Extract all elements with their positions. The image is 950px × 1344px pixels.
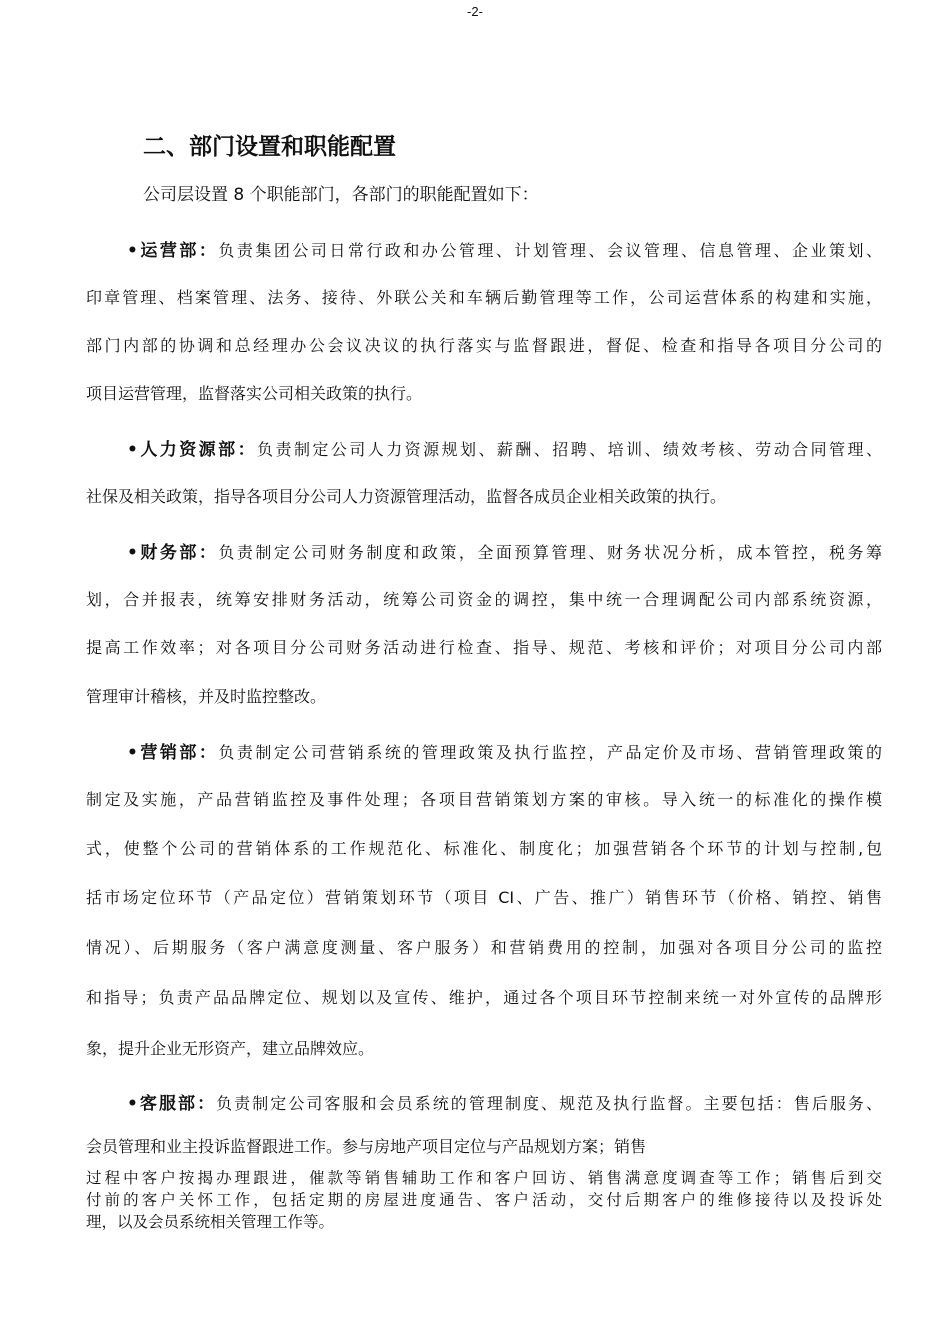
dept-finance-line-2: 划，合并报表，统筹安排财务活动，统筹公司资金的调控，集中统一合理调配公司内部系统资源， bbox=[86, 590, 882, 609]
dept-finance-line-4: 管理审计稽核，并及时监控整改。 bbox=[86, 687, 327, 706]
section-title: 二、部门设置和职能配置 bbox=[143, 134, 396, 160]
dept-service-line-4: 付前的客户关怀工作，包括定期的房屋进度通告、客户活动，交付后期客户的维修接待以及投诉处 bbox=[86, 1191, 882, 1209]
dept-hr-name: •人力资源部： bbox=[127, 440, 258, 460]
dept-marketing-line-1: •营销部：负责制定公司营销系统的管理政策及执行监控，产品定价及市场、营销管理政策的 bbox=[127, 743, 882, 763]
dept-marketing-line-4: 括市场定位环节（产品定位）营销策划环节（项目 CI、广告、推广）销售环节（价格、销控、销售 bbox=[86, 888, 882, 907]
dept-marketing-line-2: 制定及实施，产品营销监控及事件处理；各项目营销策划方案的审核。导入统一的标准化的操作模 bbox=[86, 790, 882, 809]
dept-finance-name: •财务部： bbox=[127, 543, 219, 563]
page-number: -2- bbox=[467, 4, 483, 19]
dept-marketing-line-7: 象，提升企业无形资产，建立品牌效应。 bbox=[86, 1039, 375, 1058]
dept-operations-line-1: •运营部：负责集团公司日常行政和办公管理、计划管理、会议管理、信息管理、企业策划、 bbox=[127, 241, 882, 261]
dept-operations-line-3: 部门内部的协调和总经理办公会议决议的执行落实与监督跟进，督促、检查和指导各项目分公司的 bbox=[86, 336, 882, 355]
dept-hr-line-1: •人力资源部：负责制定公司人力资源规划、薪酬、招聘、培训、绩效考核、劳动合同管理、 bbox=[127, 440, 882, 460]
intro-paragraph: 公司层设置 8 个职能部门，各部门的职能配置如下： bbox=[143, 185, 539, 205]
dept-marketing-line-6: 和指导；负责产品品牌定位、规划以及宣传、维护，通过各个项目环节控制来统一对外宣传的品牌形 bbox=[86, 988, 882, 1007]
dept-service-line-3: 过程中客户按揭办理跟进，催款等销售辅助工作和客户回访、销售满意度调查等工作；销售后到交 bbox=[86, 1169, 882, 1187]
dept-operations-line-2: 印章管理、档案管理、法务、接待、外联公关和车辆后勤管理等工作，公司运营体系的构建和实施， bbox=[86, 288, 882, 307]
dept-finance-line-1: •财务部：负责制定公司财务制度和政策，全面预算管理、财务状况分析，成本管控，税务筹 bbox=[127, 543, 882, 563]
dept-service-line-1: •客服部：负责制定公司客服和会员系统的管理制度、规范及执行监督。主要包括：售后服务、 bbox=[127, 1094, 882, 1114]
dept-finance-line-3: 提高工作效率；对各项目分公司财务活动进行检查、指导、规范、考核和评价；对项目分公司内部 bbox=[86, 638, 882, 657]
dept-operations-name: •运营部： bbox=[127, 241, 219, 261]
dept-operations-line-4: 项目运营管理，监督落实公司相关政策的执行。 bbox=[86, 384, 423, 403]
dept-service-line-5: 理，以及会员系统相关管理工作等。 bbox=[86, 1213, 335, 1231]
dept-service-name: •客服部： bbox=[127, 1094, 217, 1114]
dept-marketing-line-3: 式，使整个公司的营销体系的工作规范化、标准化、制度化；加强营销各个环节的计划与控制,包 bbox=[86, 839, 882, 858]
dept-marketing-line-5: 情况）、后期服务（客户满意度测量、客户服务）和营销费用的控制，加强对各项目分公司的监控 bbox=[86, 938, 882, 957]
dept-service-line-2: 会员管理和业主投诉监督跟进工作。参与房地产项目定位与产品规划方案；销售 bbox=[86, 1137, 647, 1156]
dept-marketing-name: •营销部： bbox=[127, 743, 219, 763]
dept-hr-line-2: 社保及相关政策，指导各项目分公司人力资源管理活动，监督各成员企业相关政策的执行。 bbox=[86, 487, 727, 506]
